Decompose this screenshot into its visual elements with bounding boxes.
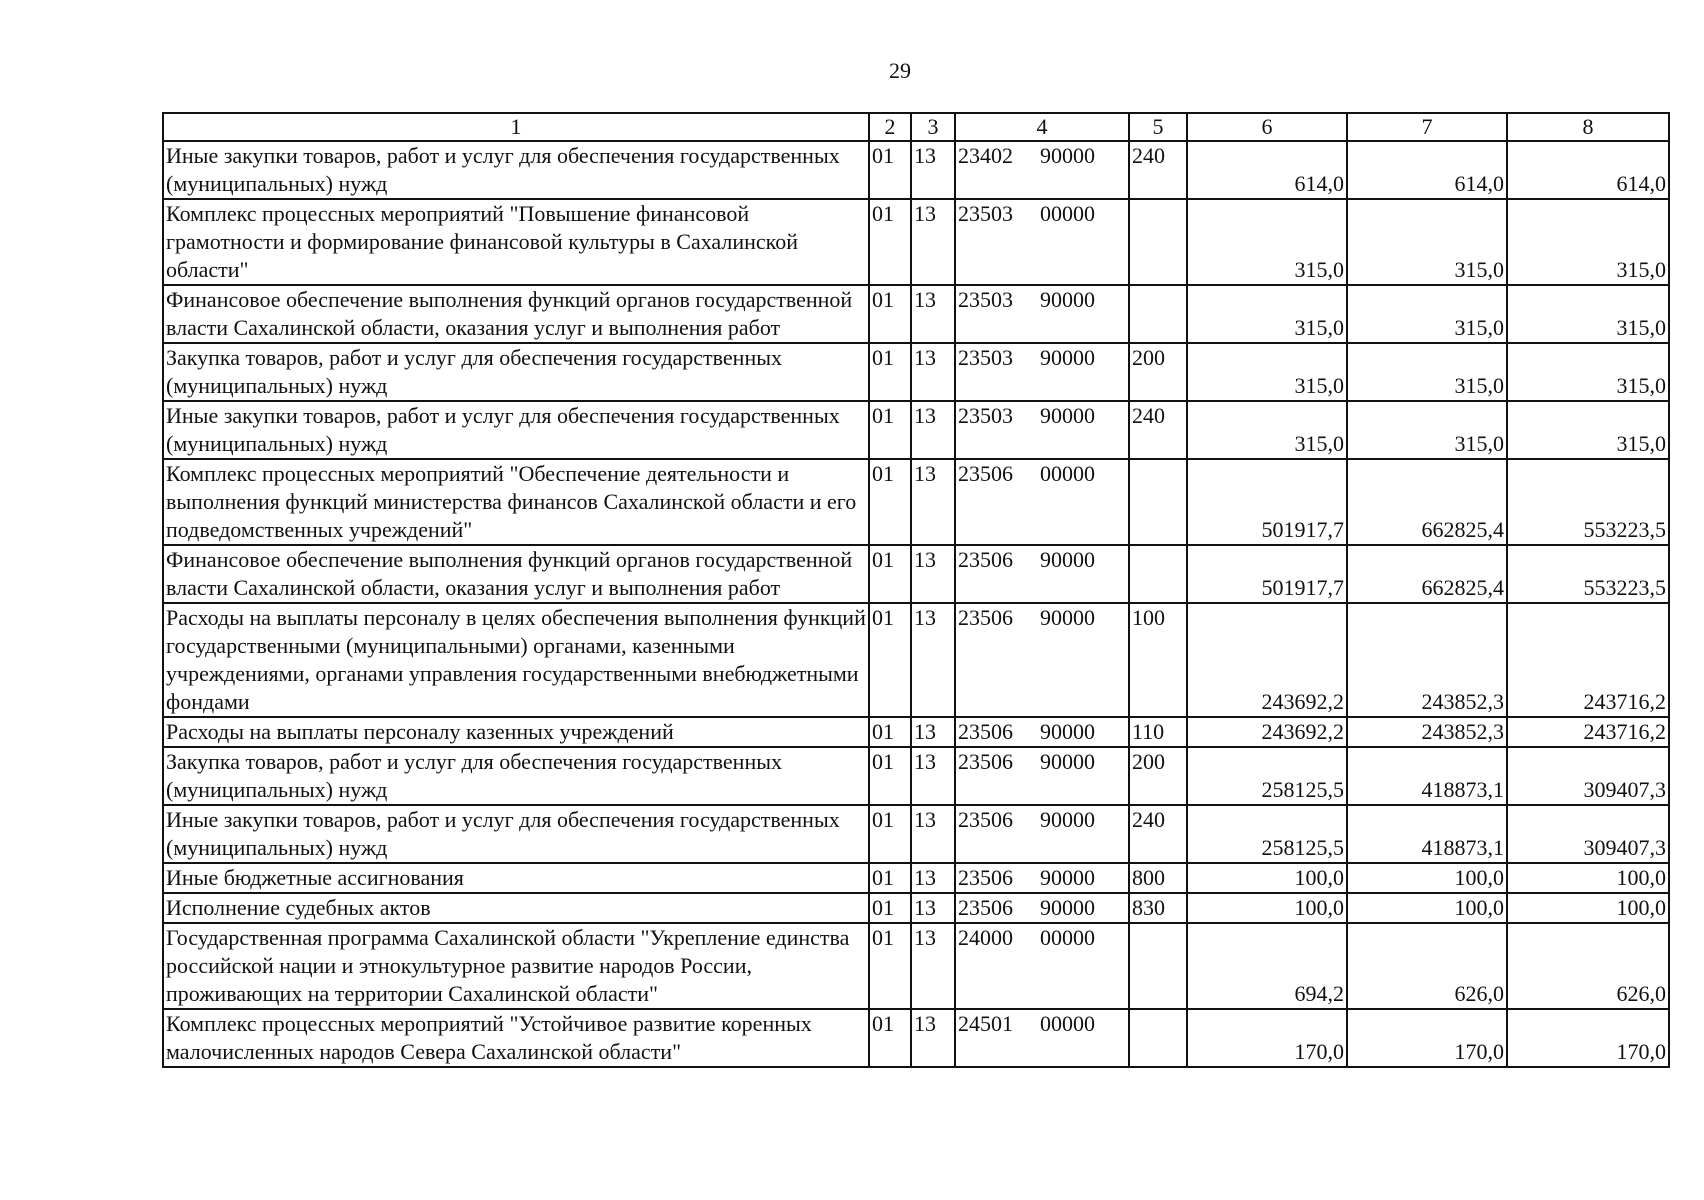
header-cell: 5 bbox=[1129, 113, 1187, 141]
amount-col8: 626,0 bbox=[1507, 923, 1669, 1009]
section-code: 01 bbox=[869, 923, 911, 1009]
row-name: Комплекс процессных мероприятий "Обеспечение деятельности и выполнения функций министерства финансов Сахалинской области и его подведомственных учреждений" bbox=[163, 459, 869, 545]
target-article-direction: 90000 bbox=[1040, 719, 1095, 744]
amount-col8: 170,0 bbox=[1507, 1009, 1669, 1067]
target-article-program: 23503 bbox=[958, 345, 1013, 370]
target-article-code bbox=[955, 717, 1129, 747]
row-name: Государственная программа Сахалинской области "Укрепление единства российской нации и этнокультурное развитие народов России, проживающих на территории Сахалинской области" bbox=[163, 923, 869, 1009]
target-article-program: 23506 bbox=[958, 719, 1013, 744]
target-article-direction: 90000 bbox=[1040, 547, 1095, 572]
row-name: Расходы на выплаты персоналу казенных учреждений bbox=[163, 717, 869, 747]
expense-type-code: 240 bbox=[1129, 805, 1187, 863]
amount-col6: 243692,2 bbox=[1187, 603, 1347, 717]
amount-col7: 315,0 bbox=[1347, 199, 1507, 285]
amount-col7: 243852,3 bbox=[1347, 717, 1507, 747]
section-code: 01 bbox=[869, 717, 911, 747]
amount-col6: 170,0 bbox=[1187, 1009, 1347, 1067]
amount-col7: 418873,1 bbox=[1347, 747, 1507, 805]
expense-type-code: 830 bbox=[1129, 893, 1187, 923]
target-article-code bbox=[955, 893, 1129, 923]
section-code: 01 bbox=[869, 863, 911, 893]
row-name: Закупка товаров, работ и услуг для обеспечения государственных (муниципальных) нужд bbox=[163, 343, 869, 401]
expense-type-code: 100 bbox=[1129, 603, 1187, 717]
amount-col8: 100,0 bbox=[1507, 893, 1669, 923]
section-code: 01 bbox=[869, 285, 911, 343]
expense-type-code bbox=[1129, 545, 1187, 603]
table-row bbox=[163, 199, 1669, 285]
amount-col8: 315,0 bbox=[1507, 343, 1669, 401]
target-article-program: 24000 bbox=[958, 925, 1013, 950]
target-article-direction: 90000 bbox=[1040, 895, 1095, 920]
row-name: Комплекс процессных мероприятий "Устойчивое развитие коренных малочисленных народов Севера Сахалинской области" bbox=[163, 1009, 869, 1067]
section-code: 01 bbox=[869, 747, 911, 805]
subsection-code: 13 bbox=[911, 545, 955, 603]
header-cell: 6 bbox=[1187, 113, 1347, 141]
table-row bbox=[163, 343, 1669, 401]
amount-col6: 315,0 bbox=[1187, 343, 1347, 401]
expense-type-code bbox=[1129, 285, 1187, 343]
header-cell: 2 bbox=[869, 113, 911, 141]
target-article-direction: 90000 bbox=[1040, 287, 1095, 312]
header-cell: 4 bbox=[955, 113, 1129, 141]
row-name: Финансовое обеспечение выполнения функций органов государственной власти Сахалинской области, оказания услуг и выполнения работ bbox=[163, 285, 869, 343]
header-cell: 3 bbox=[911, 113, 955, 141]
amount-col8: 315,0 bbox=[1507, 401, 1669, 459]
table-row bbox=[163, 747, 1669, 805]
target-article-code bbox=[955, 747, 1129, 805]
subsection-code: 13 bbox=[911, 199, 955, 285]
table-row bbox=[163, 717, 1669, 747]
target-article-code bbox=[955, 343, 1129, 401]
table-row bbox=[163, 863, 1669, 893]
subsection-code: 13 bbox=[911, 863, 955, 893]
target-article-code bbox=[955, 1009, 1129, 1067]
target-article-direction: 90000 bbox=[1040, 143, 1095, 168]
page-number: 29 bbox=[889, 58, 911, 83]
target-article-code bbox=[955, 923, 1129, 1009]
amount-col6: 694,2 bbox=[1187, 923, 1347, 1009]
amount-col7: 170,0 bbox=[1347, 1009, 1507, 1067]
amount-col8: 243716,2 bbox=[1507, 603, 1669, 717]
target-article-direction: 90000 bbox=[1040, 605, 1095, 630]
target-article-program: 23503 bbox=[958, 201, 1013, 226]
table-row bbox=[163, 805, 1669, 863]
row-name: Иные закупки товаров, работ и услуг для обеспечения государственных (муниципальных) нужд bbox=[163, 141, 869, 199]
amount-col6: 501917,7 bbox=[1187, 459, 1347, 545]
amount-col7: 315,0 bbox=[1347, 401, 1507, 459]
expense-type-code: 240 bbox=[1129, 141, 1187, 199]
target-article-direction: 00000 bbox=[1040, 925, 1095, 950]
amount-col7: 243852,3 bbox=[1347, 603, 1507, 717]
table-row bbox=[163, 401, 1669, 459]
amount-col7: 100,0 bbox=[1347, 893, 1507, 923]
expense-type-code: 800 bbox=[1129, 863, 1187, 893]
section-code: 01 bbox=[869, 459, 911, 545]
section-code: 01 bbox=[869, 893, 911, 923]
budget-table bbox=[162, 112, 1670, 1068]
section-code: 01 bbox=[869, 805, 911, 863]
target-article-code bbox=[955, 401, 1129, 459]
target-article-direction: 90000 bbox=[1040, 807, 1095, 832]
row-name: Исполнение судебных актов bbox=[163, 893, 869, 923]
expense-type-code: 240 bbox=[1129, 401, 1187, 459]
target-article-code bbox=[955, 545, 1129, 603]
subsection-code: 13 bbox=[911, 401, 955, 459]
subsection-code: 13 bbox=[911, 923, 955, 1009]
amount-col8: 100,0 bbox=[1507, 863, 1669, 893]
expense-type-code bbox=[1129, 1009, 1187, 1067]
amount-col7: 315,0 bbox=[1347, 343, 1507, 401]
target-article-direction: 90000 bbox=[1040, 865, 1095, 890]
target-article-program: 23503 bbox=[958, 287, 1013, 312]
target-article-code bbox=[955, 603, 1129, 717]
amount-col6: 501917,7 bbox=[1187, 545, 1347, 603]
target-article-program: 23506 bbox=[958, 895, 1013, 920]
amount-col7: 614,0 bbox=[1347, 141, 1507, 199]
subsection-code: 13 bbox=[911, 747, 955, 805]
target-article-program: 23402 bbox=[958, 143, 1013, 168]
amount-col6: 243692,2 bbox=[1187, 717, 1347, 747]
expense-type-code: 110 bbox=[1129, 717, 1187, 747]
target-article-program: 23503 bbox=[958, 403, 1013, 428]
amount-col8: 309407,3 bbox=[1507, 805, 1669, 863]
row-name: Иные закупки товаров, работ и услуг для обеспечения государственных (муниципальных) нужд bbox=[163, 805, 869, 863]
section-code: 01 bbox=[869, 1009, 911, 1067]
table-row bbox=[163, 893, 1669, 923]
amount-col6: 315,0 bbox=[1187, 199, 1347, 285]
target-article-program: 24501 bbox=[958, 1011, 1013, 1036]
section-code: 01 bbox=[869, 603, 911, 717]
header-cell: 8 bbox=[1507, 113, 1669, 141]
expense-type-code bbox=[1129, 459, 1187, 545]
amount-col7: 315,0 bbox=[1347, 285, 1507, 343]
header-cell: 1 bbox=[163, 113, 869, 141]
target-article-program: 23506 bbox=[958, 461, 1013, 486]
expense-type-code: 200 bbox=[1129, 747, 1187, 805]
amount-col6: 614,0 bbox=[1187, 141, 1347, 199]
row-name: Расходы на выплаты персоналу в целях обеспечения выполнения функций государственными (муниципальными) органами, казенными учреждениями, органами управления государственными внебюджетными фондами bbox=[163, 603, 869, 717]
target-article-code bbox=[955, 459, 1129, 545]
column-number-row bbox=[163, 113, 1669, 141]
target-article-direction: 90000 bbox=[1040, 403, 1095, 428]
amount-col8: 315,0 bbox=[1507, 285, 1669, 343]
header-cell: 7 bbox=[1347, 113, 1507, 141]
expense-type-code bbox=[1129, 923, 1187, 1009]
row-name: Иные бюджетные ассигнования bbox=[163, 863, 869, 893]
table-row bbox=[163, 459, 1669, 545]
amount-col8: 315,0 bbox=[1507, 199, 1669, 285]
target-article-direction: 00000 bbox=[1040, 201, 1095, 226]
amount-col8: 553223,5 bbox=[1507, 459, 1669, 545]
subsection-code: 13 bbox=[911, 343, 955, 401]
target-article-program: 23506 bbox=[958, 749, 1013, 774]
amount-col7: 418873,1 bbox=[1347, 805, 1507, 863]
table-row bbox=[163, 923, 1669, 1009]
subsection-code: 13 bbox=[911, 1009, 955, 1067]
row-name: Комплекс процессных мероприятий "Повышение финансовой грамотности и формирование финансовой культуры в Сахалинской области" bbox=[163, 199, 869, 285]
target-article-code bbox=[955, 199, 1129, 285]
section-code: 01 bbox=[869, 401, 911, 459]
target-article-direction: 90000 bbox=[1040, 345, 1095, 370]
target-article-program: 23506 bbox=[958, 865, 1013, 890]
section-code: 01 bbox=[869, 343, 911, 401]
amount-col6: 258125,5 bbox=[1187, 805, 1347, 863]
amount-col6: 100,0 bbox=[1187, 863, 1347, 893]
amount-col6: 315,0 bbox=[1187, 401, 1347, 459]
row-name: Закупка товаров, работ и услуг для обеспечения государственных (муниципальных) нужд bbox=[163, 747, 869, 805]
table-row bbox=[163, 141, 1669, 199]
subsection-code: 13 bbox=[911, 141, 955, 199]
subsection-code: 13 bbox=[911, 805, 955, 863]
row-name: Финансовое обеспечение выполнения функций органов государственной власти Сахалинской области, оказания услуг и выполнения работ bbox=[163, 545, 869, 603]
amount-col6: 258125,5 bbox=[1187, 747, 1347, 805]
subsection-code: 13 bbox=[911, 285, 955, 343]
target-article-program: 23506 bbox=[958, 605, 1013, 630]
section-code: 01 bbox=[869, 199, 911, 285]
subsection-code: 13 bbox=[911, 893, 955, 923]
amount-col7: 662825,4 bbox=[1347, 459, 1507, 545]
subsection-code: 13 bbox=[911, 459, 955, 545]
expense-type-code: 200 bbox=[1129, 343, 1187, 401]
amount-col6: 100,0 bbox=[1187, 893, 1347, 923]
subsection-code: 13 bbox=[911, 603, 955, 717]
amount-col8: 309407,3 bbox=[1507, 747, 1669, 805]
target-article-code bbox=[955, 141, 1129, 199]
expense-type-code bbox=[1129, 199, 1187, 285]
target-article-code bbox=[955, 805, 1129, 863]
target-article-program: 23506 bbox=[958, 807, 1013, 832]
table-row bbox=[163, 603, 1669, 717]
section-code: 01 bbox=[869, 141, 911, 199]
target-article-direction: 00000 bbox=[1040, 1011, 1095, 1036]
table-row bbox=[163, 285, 1669, 343]
subsection-code: 13 bbox=[911, 717, 955, 747]
amount-col7: 662825,4 bbox=[1347, 545, 1507, 603]
amount-col8: 614,0 bbox=[1507, 141, 1669, 199]
target-article-direction: 90000 bbox=[1040, 749, 1095, 774]
amount-col7: 100,0 bbox=[1347, 863, 1507, 893]
amount-col6: 315,0 bbox=[1187, 285, 1347, 343]
target-article-direction: 00000 bbox=[1040, 461, 1095, 486]
amount-col8: 243716,2 bbox=[1507, 717, 1669, 747]
amount-col7: 626,0 bbox=[1347, 923, 1507, 1009]
target-article-code bbox=[955, 863, 1129, 893]
section-code: 01 bbox=[869, 545, 911, 603]
target-article-code bbox=[955, 285, 1129, 343]
table-row bbox=[163, 545, 1669, 603]
target-article-program: 23506 bbox=[958, 547, 1013, 572]
table-row bbox=[163, 1009, 1669, 1067]
amount-col8: 553223,5 bbox=[1507, 545, 1669, 603]
row-name: Иные закупки товаров, работ и услуг для обеспечения государственных (муниципальных) нужд bbox=[163, 401, 869, 459]
